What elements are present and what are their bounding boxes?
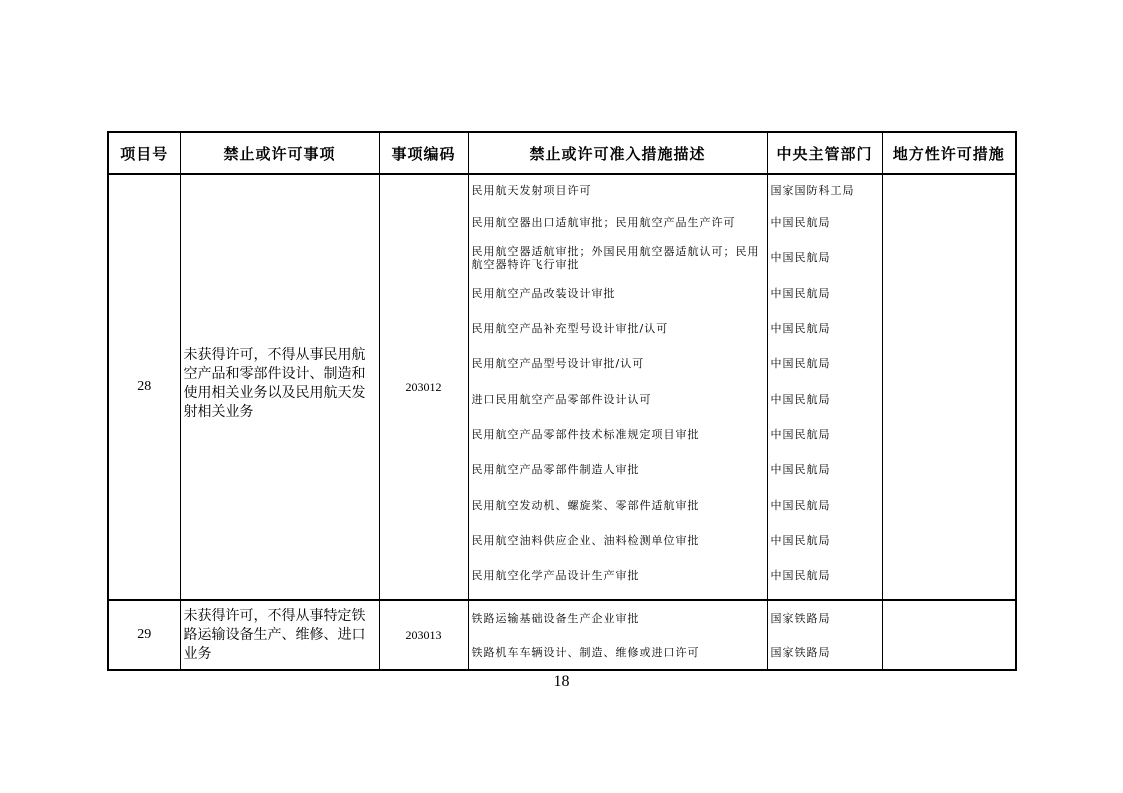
- item-number: 28: [108, 174, 180, 600]
- department-item: 中国民航局: [770, 427, 831, 441]
- departments-cell: [767, 174, 882, 600]
- measure-item: 民用航空油料供应企业、油料检测单位审批: [471, 533, 700, 547]
- measure-item: 民用航空发动机、螺旋桨、零部件适航审批: [471, 498, 700, 512]
- measure-item: 民用航空产品零部件制造人审批: [471, 463, 640, 477]
- measure-item: 民用航空产品改装设计审批: [471, 286, 616, 300]
- measures-cell: [468, 600, 767, 670]
- departments-cell: [767, 600, 882, 670]
- department-item: 中国民航局: [770, 463, 831, 477]
- measure-item: 民用航空产品补充型号设计审批/认可: [471, 322, 669, 336]
- item-description: [180, 174, 379, 600]
- header-row: [108, 132, 1016, 174]
- measure-item: 民用航空产品零部件技术标准规定项目审批: [471, 427, 700, 441]
- header-id: 项目号: [108, 132, 180, 174]
- item-description-text: 未获得许可，不得从事特定铁路运输设备生产、维修、进口业务: [183, 607, 366, 662]
- item-description-text: 未获得许可，不得从事民用航空产品和零部件设计、制造和使用相关业务以及民用航天发射相关业务: [183, 347, 366, 420]
- measure-item: 民用航空器出口适航审批；民用航空产品生产许可: [471, 216, 736, 230]
- page-number: 18: [553, 673, 570, 690]
- department-item: 中国民航局: [770, 498, 831, 512]
- measure-item: 进口民用航空产品零部件设计认可: [471, 392, 652, 406]
- measure-item: 铁路运输基础设备生产企业审批: [471, 611, 640, 625]
- measure-item: 民用航空器适航审批；外国民用航空器适航认可；民用航空器特许飞行审批: [471, 244, 760, 271]
- table-row: [108, 174, 1016, 600]
- item-code: 203013: [379, 600, 468, 670]
- local-measures: [882, 174, 1016, 600]
- measure-item: 民用航空产品型号设计审批/认可: [471, 357, 645, 371]
- department-item: 国家国防科工局: [770, 183, 855, 197]
- header-measures: 禁止或许可准入措施描述: [468, 132, 767, 174]
- department-item: 中国民航局: [770, 322, 831, 336]
- item-number: 29: [108, 600, 180, 670]
- department-item: 中国民航局: [770, 392, 831, 406]
- department-item: 国家铁路局: [770, 611, 831, 625]
- departments-list: [768, 175, 882, 593]
- departments-list: [768, 601, 882, 669]
- measure-item: 民用航空化学产品设计生产审批: [471, 569, 640, 583]
- item-description: [180, 600, 379, 670]
- item-code: 203012: [379, 174, 468, 600]
- measures-list: [469, 175, 767, 593]
- department-item: 中国民航局: [770, 216, 831, 230]
- table-row: [108, 600, 1016, 670]
- local-measures: [882, 600, 1016, 670]
- header-dept: 中央主管部门: [767, 132, 882, 174]
- department-item: 中国民航局: [770, 251, 831, 265]
- permit-table: [107, 131, 1017, 671]
- department-item: 国家铁路局: [770, 645, 831, 659]
- measures-cell: [468, 174, 767, 600]
- department-item: 中国民航局: [770, 357, 831, 371]
- measures-list: [469, 601, 767, 669]
- department-item: 中国民航局: [770, 286, 831, 300]
- header-item: 禁止或许可事项: [180, 132, 379, 174]
- header-code: 事项编码: [379, 132, 468, 174]
- department-item: 中国民航局: [770, 533, 831, 547]
- header-local: 地方性许可措施: [882, 132, 1016, 174]
- department-item: 中国民航局: [770, 569, 831, 583]
- measure-item: 铁路机车车辆设计、制造、维修或进口许可: [471, 645, 700, 659]
- measure-item: 民用航天发射项目许可: [471, 183, 592, 197]
